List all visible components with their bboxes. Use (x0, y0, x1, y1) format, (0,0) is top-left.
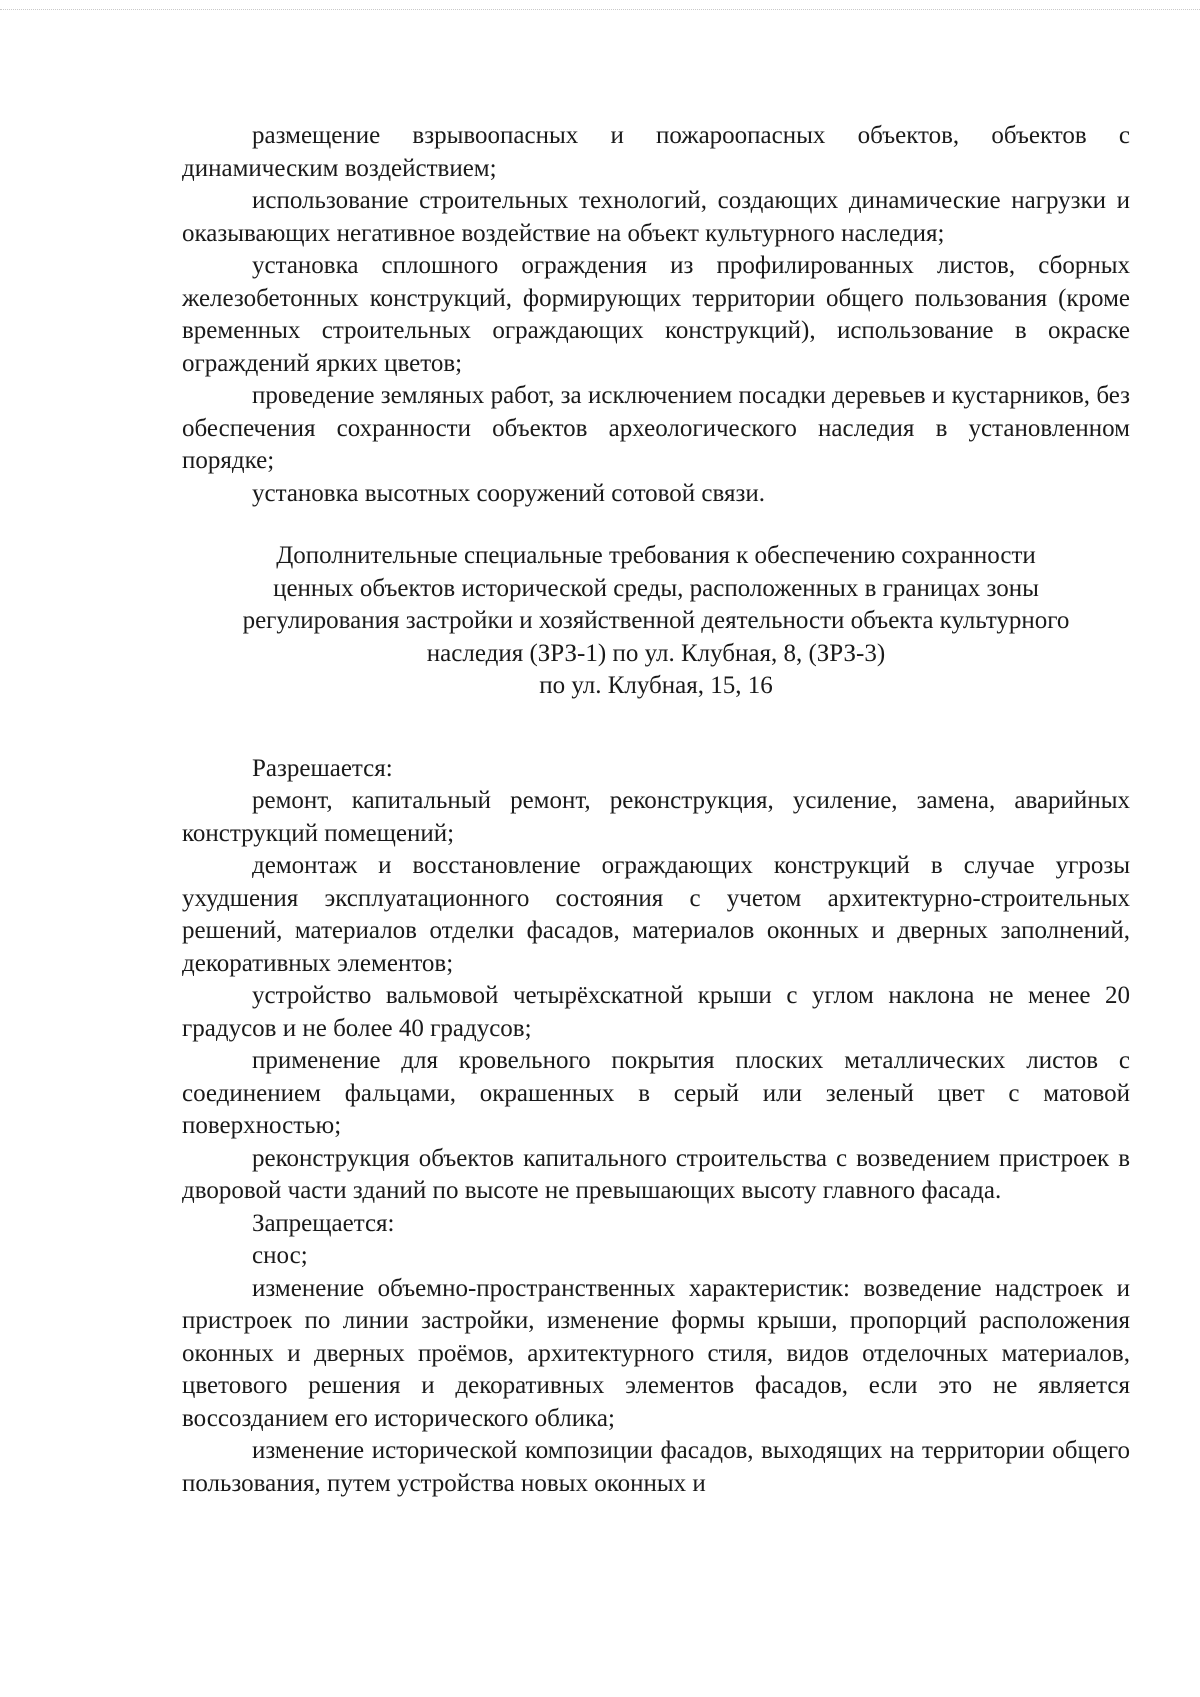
section-heading (182, 540, 1130, 703)
section-spacer (182, 510, 1130, 540)
scan-border-line (0, 9, 1200, 10)
forbidden-item: изменение объемно-пространственных характеристик: возведение надстроек и пристроек по линии застройки, изменение формы крыши, пропорций расположения оконных и дверных проёмов, архитектурного стиля, видов отделочных материалов, цветового решения и декоративных элементов фасадов, если это не является воссозданием его исторического облика; (182, 1274, 1130, 1432)
prohibition-item: использование строительных технологий, создающих динамические нагрузки и оказывающих негативное воздействие на объект культурного наследия; (182, 187, 1130, 247)
prohibition-item: установка высотных сооружений сотовой связи. (252, 479, 766, 507)
prohibition-item: установка сплошного ограждения из профилированных листов, сборных железобетонных конструкций, формирующих территории общего пользования (кроме временных строительных ограждающих конструкций), использование в окраске ограждений ярких цветов; (182, 252, 1130, 377)
prohibition-item: размещение взрывоопасных и пожароопасных объектов, объектов с динамическим воздействием; (182, 122, 1130, 182)
allowed-item: ремонт, капитальный ремонт, реконструкция, усиление, замена, аварийных конструкций помещений; (182, 787, 1130, 847)
heading-line: ценных объектов исторической среды, расположенных в границах зоны (273, 574, 1039, 602)
heading-line: по ул. Клубная, 15, 16 (539, 672, 773, 699)
allowed-label: Разрешается: (252, 754, 393, 782)
heading-line: регулирования застройки и хозяйственной деятельности объекта культурного (242, 607, 1070, 634)
document-body (182, 120, 1130, 1500)
allowed-item: устройство вальмовой четырёхскатной крыши с углом наклона не менее 20 градусов и не более 40 градусов; (182, 982, 1130, 1042)
forbidden-label: Запрещается: (252, 1209, 395, 1237)
heading-line: Дополнительные специальные требования к обеспечению сохранности (276, 542, 1036, 569)
forbidden-item: изменение исторической композиции фасадов, выходящих на территории общего пользования, путем устройства новых оконных и (182, 1437, 1130, 1497)
section-spacer (182, 703, 1130, 753)
prohibition-item: проведение земляных работ, за исключением посадки деревьев и кустарников, без обеспечения сохранности объектов археологического наследия в установленном порядке; (182, 382, 1130, 474)
forbidden-item: снос; (252, 1242, 308, 1269)
heading-line: наследия (ЗРЗ-1) по ул. Клубная, 8, (ЗРЗ-3) (426, 639, 886, 667)
allowed-item: реконструкция объектов капитального строительства с возведением пристроек в дворовой части зданий по высоте не превышающих высоту главного фасада. (182, 1144, 1130, 1204)
allowed-item: применение для кровельного покрытия плоских металлических листов с соединением фальцами, окрашенных в серый или зеленый цвет с матовой поверхностью; (182, 1047, 1130, 1139)
allowed-item: демонтаж и восстановление ограждающих конструкций в случае угрозы ухудшения эксплуатационного состояния с учетом архитектурно-строительных решений, материалов отделки фасадов, материалов оконных и дверных заполнений, декоративных элементов; (182, 852, 1130, 977)
